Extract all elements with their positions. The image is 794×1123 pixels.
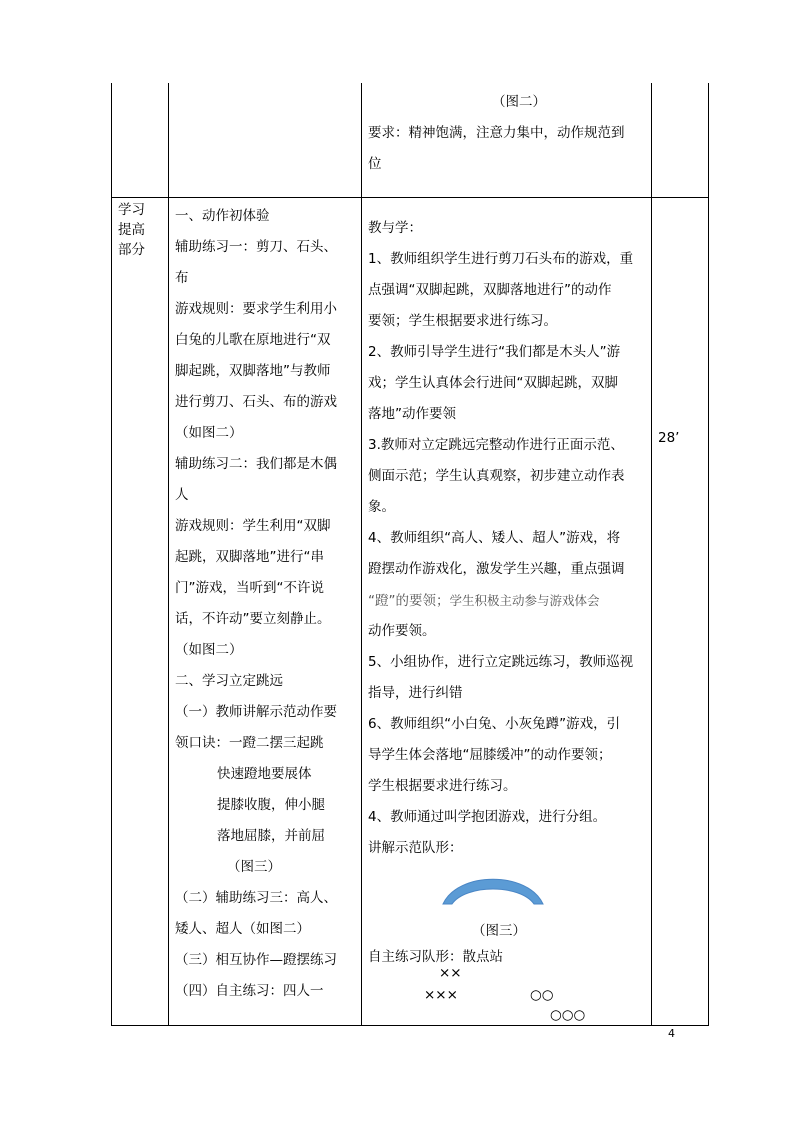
teach-learn-line-gray bbox=[368, 585, 633, 616]
page-number: 4 bbox=[668, 1027, 675, 1040]
teach-learn-line: 3.教师对立定跳远完整动作进行正面示范、 bbox=[368, 437, 624, 453]
section-label-line: 部分 bbox=[118, 242, 145, 258]
content-line: 一、动作初体验 bbox=[175, 208, 270, 224]
formation-circles-row1: ○○ bbox=[530, 987, 554, 1003]
time-allocation: 28’ bbox=[658, 430, 680, 446]
content-line: 游戏规则：要求学生利用小 bbox=[175, 301, 337, 317]
content-line: 辅助练习一：剪刀、石头、 bbox=[175, 239, 337, 255]
content-line: 脚起跳，双脚落地”与教师 bbox=[175, 363, 331, 379]
teach-learn-line: 指导，进行纠错 bbox=[368, 685, 463, 701]
teach-learn-line: 戏；学生认真体会行进间“双脚起跳，双脚 bbox=[368, 375, 618, 391]
section-label-line: 学习 bbox=[118, 202, 145, 218]
content-line: 白兔的儿歌在原地进行“双 bbox=[175, 332, 331, 348]
content-line-indented: 落地屈膝，并前屈 bbox=[217, 828, 325, 844]
content-line: 进行剪刀、石头、布的游戏 bbox=[175, 394, 337, 410]
teach-learn-gray-b: 学生积极主动参与游戏体会 bbox=[449, 593, 600, 608]
figure-2-caption: （图二） bbox=[492, 94, 546, 110]
table-border-bottom bbox=[111, 1025, 709, 1026]
content-line: 话，不许动”要立刻静止。 bbox=[175, 611, 331, 627]
teach-learn-line: 1、教师组织学生进行剪刀石头布的游戏，重 bbox=[368, 251, 634, 267]
content-column bbox=[175, 201, 337, 1007]
content-line: 辅助练习二：我们都是木偶 bbox=[175, 456, 337, 472]
teach-learn-line: 要领；学生根据要求进行练习。 bbox=[368, 313, 557, 329]
formation-crosses-row1: ×× bbox=[439, 965, 462, 981]
content-line: （如图二） bbox=[175, 642, 243, 658]
teach-learn-gray-a: “蹬”的要领； bbox=[368, 593, 450, 609]
content-figure-3-caption: （图三） bbox=[227, 859, 281, 875]
formation-label: 自主练习队形：散点站 bbox=[368, 949, 503, 965]
content-line: 游戏规则：学生利用“双脚 bbox=[175, 518, 331, 534]
table-border-right bbox=[708, 83, 709, 1026]
teach-learn-line: 4、教师组织“高人、矮人、超人”游戏，将 bbox=[368, 530, 621, 546]
table-divider-3 bbox=[651, 83, 652, 1026]
teach-learn-line: 导学生体会落地“屈膝缓冲”的动作要领； bbox=[368, 747, 612, 763]
arc-formation-diagram bbox=[440, 868, 546, 908]
section-label bbox=[118, 200, 145, 260]
table-divider-1 bbox=[168, 83, 169, 1026]
content-line-indented: 快速蹬地要展体 bbox=[217, 766, 312, 782]
teach-learn-column bbox=[368, 213, 633, 864]
content-line: （四）自主练习：四人一 bbox=[175, 983, 324, 999]
figure-3-caption: （图三） bbox=[472, 923, 526, 939]
teach-learn-line: 教与学： bbox=[368, 220, 422, 236]
section-label-line: 提高 bbox=[118, 222, 145, 238]
content-line: 二、学习立定跳远 bbox=[175, 673, 283, 689]
teach-learn-line: 5、小组协作，进行立定跳远练习，教师巡视 bbox=[368, 654, 634, 670]
teach-learn-line: 学生根据要求进行练习。 bbox=[368, 778, 517, 794]
teach-learn-line: 2、教师引导学生进行“我们都是木头人”游 bbox=[368, 344, 621, 360]
table-border-left bbox=[111, 83, 112, 1026]
teach-learn-line: 象。 bbox=[368, 499, 395, 515]
teach-learn-line: 侧面示范；学生认真观察，初步建立动作表 bbox=[368, 468, 625, 484]
teach-learn-line: 6、教师组织“小白兔、小灰兔蹲”游戏，引 bbox=[368, 716, 621, 732]
requirement-text-line1: 要求：精神饱满，注意力集中，动作规范到 bbox=[368, 125, 625, 141]
table-row-divider bbox=[111, 197, 709, 198]
teach-learn-line: 落地”动作要领 bbox=[368, 406, 456, 422]
teach-learn-line: 4、教师通过叫学抱团游戏，进行分组。 bbox=[368, 809, 607, 825]
content-line: 起跳，双脚落地”进行“串 bbox=[175, 549, 324, 565]
teach-learn-line: 点强调“双脚起跳，双脚落地进行”的动作 bbox=[368, 282, 612, 298]
content-line: （二）辅助练习三：高人、 bbox=[175, 890, 337, 906]
teach-learn-line: 蹬摆动作游戏化，激发学生兴趣，重点强调 bbox=[368, 561, 625, 577]
content-line: 门”游戏，当听到“不许说 bbox=[175, 580, 324, 596]
teach-learn-line: 讲解示范队形： bbox=[368, 840, 463, 856]
content-line-indented: 提膝收腹，伸小腿 bbox=[217, 797, 325, 813]
content-line: 领口诀：一蹬二摆三起跳 bbox=[175, 735, 324, 751]
content-line: 人 bbox=[175, 487, 189, 503]
formation-circles-row2: ○○○ bbox=[550, 1007, 586, 1023]
content-line: 布 bbox=[175, 270, 189, 286]
requirement-text-line2: 位 bbox=[368, 156, 382, 172]
table-divider-2 bbox=[361, 83, 362, 1026]
content-line: 矮人、超人（如图二） bbox=[175, 921, 310, 937]
formation-crosses-row2: ××× bbox=[424, 987, 458, 1003]
content-line: （一）教师讲解示范动作要 bbox=[175, 704, 337, 720]
content-line: （如图二） bbox=[175, 425, 243, 441]
teach-learn-line: 动作要领。 bbox=[368, 623, 436, 639]
content-line: （三）相互协作—蹬摆练习 bbox=[175, 952, 337, 968]
